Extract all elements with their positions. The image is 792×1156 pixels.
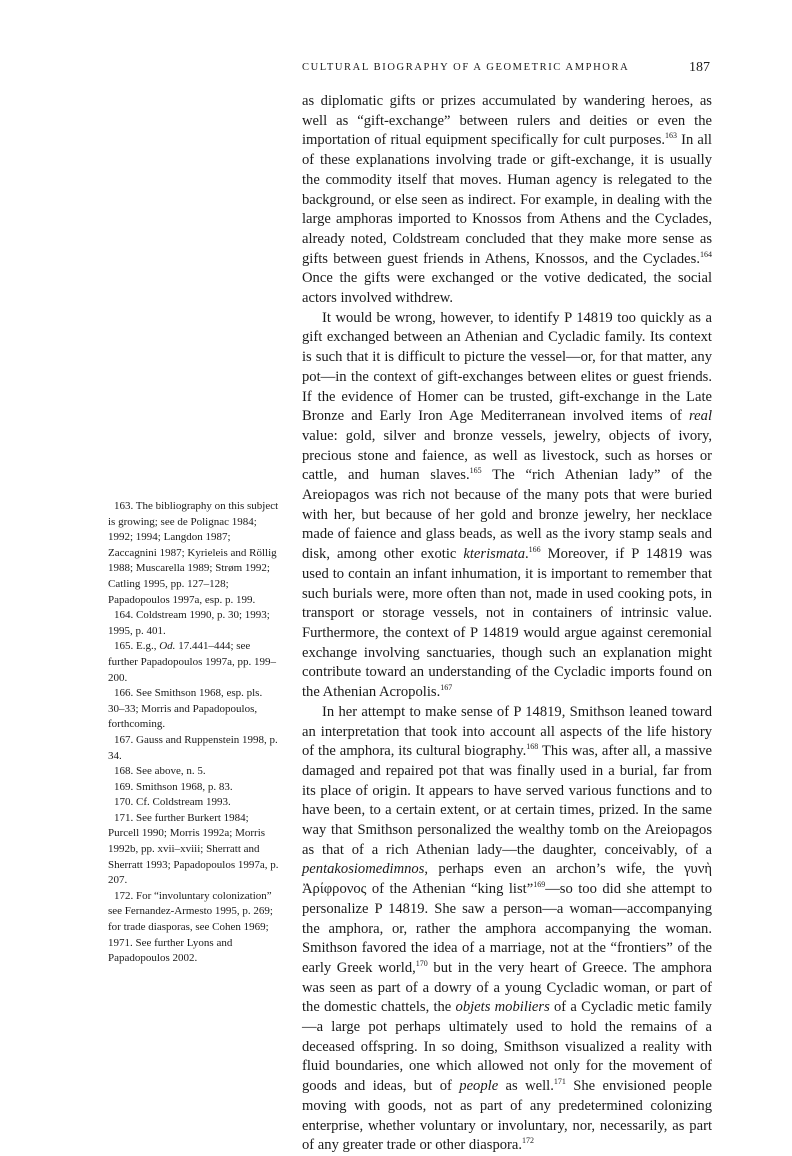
footnote-168: 168. See above, n. 5. (114, 765, 206, 778)
footnote-ref-166[interactable]: 166 (528, 545, 541, 555)
footnote-text: 17.441–444; see further Papadopoulos 1997a, pp. 199–200. (108, 640, 277, 684)
text-run: as diplomatic gifts or prizes accumulated by wandering heroes, as well as “gift-exchange” between rulers and deities or even the importation of ritual equipment specifically for cult purposes. (302, 93, 712, 149)
main-text-column (302, 92, 712, 1156)
footnote-169: 169. Smithson 1968, p. 83. (114, 780, 233, 793)
footnote-ref-170[interactable]: 170 (415, 958, 428, 968)
paragraph-2 (302, 309, 712, 703)
text-run: as well. (498, 1078, 554, 1095)
text-run: She envisioned people moving with goods, not as part of any predetermined colonizing enterprise, whether voluntary or involuntary, nor, necessarily, as part of any greater trade or other diaspora. (302, 1078, 713, 1154)
footnote-164: 164. Coldstream 1990, p. 30; 1993; 1995, p. 401. (108, 609, 270, 637)
text-run: In all of these explanations involving trade or gift-exchange, it is usually the commodity itself that moves. Human agency is relegated to the background, or else seen as indirect. For example, in dealing with the large amphoras imported to Knossos from Athens and the Cyclades, already noted, Coldstream concluded that they make more sense as gifts between guest friends in Athens, Knossos, and the Cyclades. (302, 132, 712, 267)
footnote-text: 165. E.g., (114, 640, 160, 653)
footnote-ref-169[interactable]: 169 (533, 880, 546, 890)
footnote-italic: Od. (159, 640, 176, 653)
footnote-ref-172[interactable]: 172 (522, 1136, 535, 1146)
footnote-ref-171[interactable]: 171 (553, 1077, 566, 1087)
text-run: of a Cycladic metic family—a large pot perhaps ultimately used to hold the remains of a deceased offspring. In so doing, Smithson visualized a reality with fluid boundaries, one which allowed not only for the movement of goods and ideas, but of (302, 999, 712, 1095)
footnote-172: 172. For “involuntary colonization” see Fernandez-Armesto 1995, p. 269; for trade diasporas, see Cohen 1969; 1971. See further Lyons and Papadopoulos 2002. (108, 889, 273, 965)
footnote-ref-164[interactable]: 164 (700, 249, 712, 259)
text-run: Moreover, if P 14819 was used to contain an infant inhumation, it is important to remember that such burials were, more often than not, made in used cooking pots, in transport or storage vessels, not in containers of intrinsic value. Furthermore, the context of P 14819 would argue against ceremonial exchange involving sanctuaries, though such an explanation might contribute toward an understanding of the Cycladic imports found on the Athenian Acropolis. (302, 546, 712, 701)
text-run: . (525, 546, 529, 563)
footnotes-column (108, 499, 280, 967)
text-run: , perhaps even an archon’s wife, the γυνὴ Ἀρίφρονος of the Athenian “king list” (302, 861, 712, 898)
footnote-165 (108, 639, 280, 686)
page-number: 187 (689, 60, 710, 75)
text-run: In her attempt to make sense of P 14819, Smithson leaned toward an interpretation that took into account all aspects of the life history of the amphora, its cultural biography. (302, 703, 712, 760)
footnote-170: 170. Cf. Coldstream 1993. (114, 796, 231, 809)
footnote-ref-167[interactable]: 167 (440, 683, 453, 693)
text-run: but in the very heart of Greece. The amphora was seen as part of a dowry of a young Cycladic woman, or part of the domestic chattels, the (302, 959, 712, 1016)
footnote-ref-165[interactable]: 165 (469, 466, 482, 476)
running-head: CULTURAL BIOGRAPHY OF A GEOMETRIC AMPHORA (302, 62, 630, 73)
footnote-163: 163. The bibliography on this subject is growing; see de Polignac 1984; 1992; 1994; Langdon 1987; Zaccagnini 1987; Kyrieleis and Röllig 1988; Muscarella 1989; Strøm 1992; Catling 1995, pp. 127–128; Papadopoulos 1997a, esp. p. 199. (108, 500, 279, 606)
text-run: It would be wrong, however, to identify P 14819 too quickly as a gift exchanged between an Athenian and Cycladic family. Its context is such that it is difficult to picture the vessel—or, for that matter, any pot—in the context of gift-exchanges between elites or guest friends. If the evidence of Homer can be trusted, gift-exchange in the Late Bronze and Early Iron Age Mediterranean involved items of (302, 309, 712, 425)
text-run: The “rich Athenian lady” of the Areiopagos was rich not because of the many pots that were buried with her, but because of her gold and bronze jewelry, her necklace made of faience and glass beads, as well as the ivory stamp seals and disk, among other exotic (302, 467, 712, 563)
text-run: value: gold, silver and bronze vessels, jewelry, objects of ivory, precious stone and faience, as well as livestock, such as horses or cattle, and human slaves. (302, 427, 712, 484)
footnote-167: 167. Gauss and Ruppenstein 1998, p. 34. (108, 733, 278, 762)
text-run: Once the gifts were exchanged or the votive dedicated, the social actors involved withdrew. (302, 270, 712, 307)
italic-term: real (689, 408, 712, 425)
paragraph-3 (302, 703, 712, 1156)
footnote-166: 166. See Smithson 1968, esp. pls. 30–33; Morris and Papadopoulos, forthcoming. (108, 687, 263, 731)
text-run: —so too did she attempt to personalize P 14819. She saw a person—a woman—accompanying the amphora, or, rather the amphora accompanying the woman. Smithson favored the idea of a marriage, not at the “frontiers” of the early Greek world, (302, 881, 712, 976)
italic-term: kterismata (463, 546, 526, 563)
paragraph-1 (302, 92, 712, 309)
footnote-ref-163[interactable]: 163 (665, 131, 678, 141)
italic-term: objets mobiliers (455, 999, 550, 1016)
footnote-ref-168[interactable]: 168 (526, 742, 539, 752)
italic-term: people (459, 1078, 499, 1095)
footnote-171: 171. See further Burkert 1984; Purcell 1990; Morris 1992a; Morris 1992b, pp. xvii–xviii; Sherratt and Sherratt 1993; Papadopoulos 1997a, p. 207. (108, 811, 279, 887)
text-run: This was, after all, a massive damaged and repaired pot that was finally used in a burial, far from its place of origin. It appears to have served various functions and to have been, to a certain extent, or at certain times, prized. In the same way that Smithson personalized the wealthy tomb on the Areiopagos as that of a rich Athenian lady—the daughter, conceivably, of a (302, 743, 713, 858)
italic-term: pentakosiomedimnos (302, 861, 425, 878)
